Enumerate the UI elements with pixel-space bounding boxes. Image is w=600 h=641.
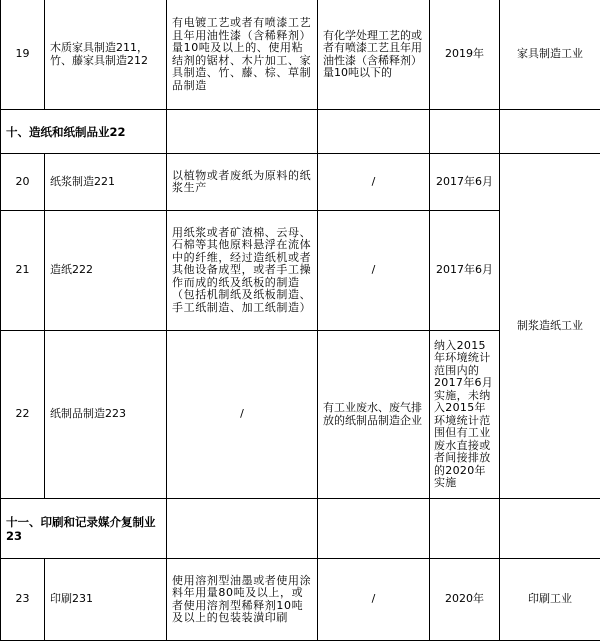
key-management-condition: 使用溶剂型油墨或者使用涂料年用量80吨及以上，或者使用溶剂型稀释剂10吨及以上的包装装潢印刷 <box>167 559 318 641</box>
row-number: 20 <box>1 154 45 211</box>
implementation-deadline: 2020年 <box>430 559 500 641</box>
section-title: 十一、印刷和记录媒介复制业 23 <box>1 499 167 559</box>
row-number: 19 <box>1 0 45 110</box>
section-row <box>1 110 600 154</box>
industry-category: 家具制造工业 <box>500 0 600 110</box>
table-row <box>1 154 600 211</box>
industry-name: 纸制品制造223 <box>45 331 167 499</box>
section-title: 十、造纸和纸制品业22 <box>1 110 167 154</box>
implementation-deadline: 2017年6月 <box>430 211 500 331</box>
simplified-management-condition: / <box>318 154 430 211</box>
simplified-management-condition: 有工业废水、废气排放的纸制品制造企业 <box>318 331 430 499</box>
implementation-deadline: 2017年6月 <box>430 154 500 211</box>
key-management-condition: 有电镀工艺或者有喷漆工艺且年用油性漆（含稀释剂）量10吨及以上的、使用粘结剂的锯材、木片加工、家具制造、竹、藤、棕、草制品制造 <box>167 0 318 110</box>
implementation-deadline: 纳入2015年环境统计范围内的2017年6月实施，未纳入2015年环境统计范围但有工业废水直接或者间接排放的2020年实施 <box>430 331 500 499</box>
industry-name: 造纸222 <box>45 211 167 331</box>
simplified-management-condition: 有化学处理工艺的或者有喷漆工艺且年用油性漆（含稀释剂）量10吨以下的 <box>318 0 430 110</box>
table-row <box>1 0 600 110</box>
industry-name: 纸浆制造221 <box>45 154 167 211</box>
section-row <box>1 499 600 559</box>
row-number: 21 <box>1 211 45 331</box>
table-row <box>1 559 600 641</box>
industry-category: 印刷工业 <box>500 559 600 641</box>
industry-name: 木质家具制造211， 竹、藤家具制造212 <box>45 0 167 110</box>
simplified-management-condition: / <box>318 211 430 331</box>
key-management-condition: 以植物或者废纸为原料的纸浆生产 <box>167 154 318 211</box>
row-number: 23 <box>1 559 45 641</box>
simplified-management-condition: / <box>318 559 430 641</box>
industry-name: 印刷231 <box>45 559 167 641</box>
row-number: 22 <box>1 331 45 499</box>
implementation-deadline: 2019年 <box>430 0 500 110</box>
key-management-condition: 用纸浆或者矿渣棉、云母、石棉等其他原料悬浮在流体中的纤维，经过造纸机或者其他设备成型，或者手工操作而成的纸及纸板的制造（包括机制纸及纸板制造、手工纸制造、加工纸制造） <box>167 211 318 331</box>
industry-category: 制浆造纸工业 <box>500 154 600 499</box>
key-management-condition: / <box>167 331 318 499</box>
